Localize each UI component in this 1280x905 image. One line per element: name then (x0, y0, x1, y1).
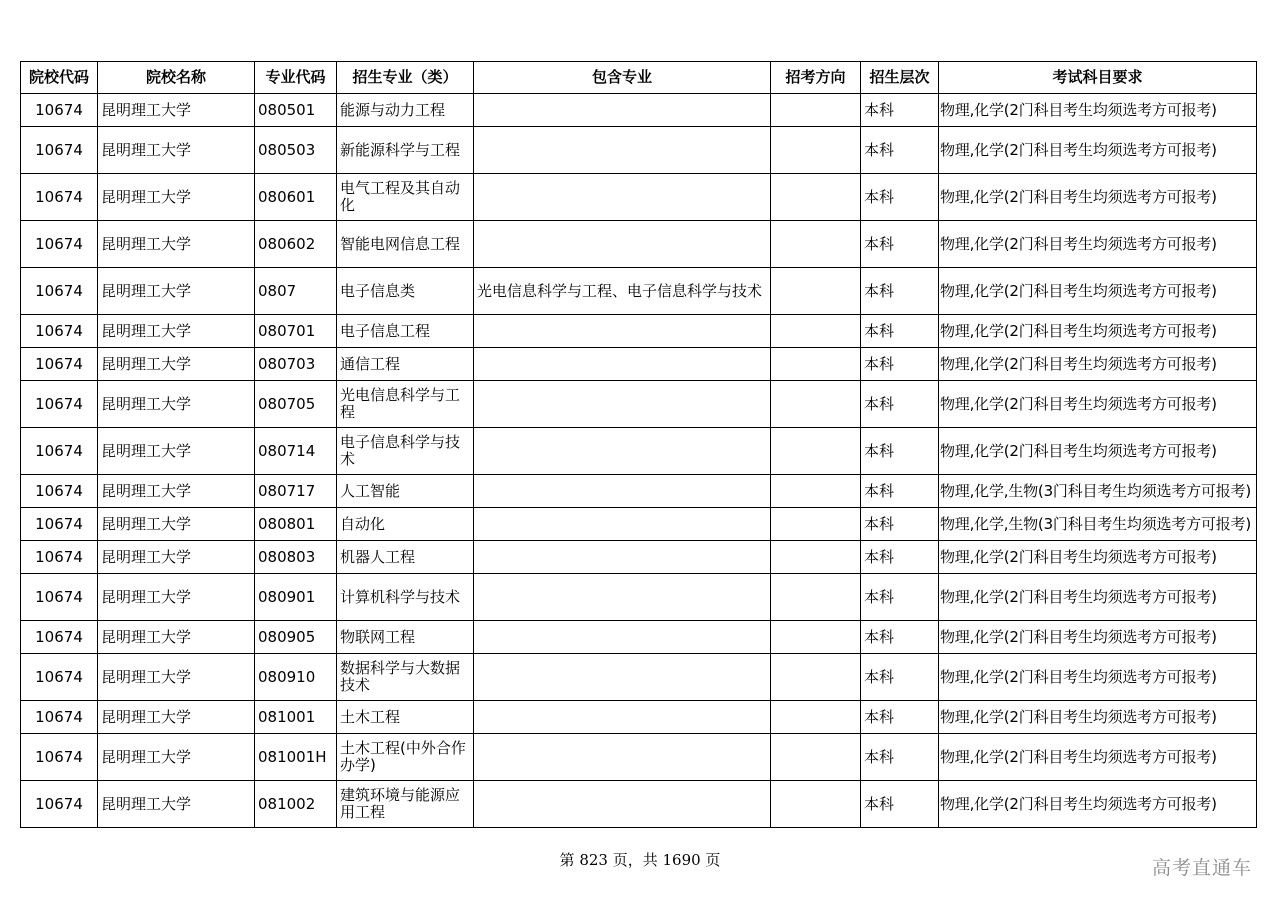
cell-requirement (939, 734, 1257, 781)
cell-level: 本科 (861, 781, 939, 828)
cell-major-code: 080503 (255, 127, 337, 174)
cell-major-code: 080801 (255, 508, 337, 541)
cell-level: 本科 (861, 734, 939, 781)
requirement-text: 物理,化学(2门科目考生均须选考方可报考) (940, 627, 1217, 646)
cell-major-code: 080601 (255, 174, 337, 221)
cell-requirement (939, 508, 1257, 541)
requirement-text: 物理,化学(2门科目考生均须选考方可报考) (940, 747, 1217, 766)
cell-school-code: 10674 (21, 94, 98, 127)
cell-major-code: 080501 (255, 94, 337, 127)
cell-direction (771, 508, 861, 541)
cell-school-code: 10674 (21, 475, 98, 508)
page-number: 第 823 页，共 1690 页 (559, 851, 721, 869)
cell-major-code: 080701 (255, 315, 337, 348)
cell-direction (771, 348, 861, 381)
cell-school-code: 10674 (21, 127, 98, 174)
table-row (21, 781, 1257, 828)
cell-level: 本科 (861, 381, 939, 428)
cell-included-majors: 光电信息科学与工程、电子信息科学与技术 (474, 268, 771, 315)
cell-included-majors (474, 221, 771, 268)
cell-school-code: 10674 (21, 734, 98, 781)
requirement-text: 物理,化学(2门科目考生均须选考方可报考) (940, 140, 1217, 159)
cell-requirement (939, 475, 1257, 508)
cell-requirement (939, 315, 1257, 348)
cell-level: 本科 (861, 268, 939, 315)
cell-school-code: 10674 (21, 268, 98, 315)
cell-major-code: 081001H (255, 734, 337, 781)
requirement-text: 物理,化学(2门科目考生均须选考方可报考) (940, 321, 1217, 340)
requirement-text: 物理,化学(2门科目考生均须选考方可报考) (940, 547, 1217, 566)
cell-included-majors (474, 381, 771, 428)
requirement-text: 物理,化学(2门科目考生均须选考方可报考) (940, 187, 1217, 206)
table-row (21, 381, 1257, 428)
table-row (21, 174, 1257, 221)
header-major: 招生专业（类） (337, 62, 474, 94)
cell-school-name: 昆明理工大学 (98, 781, 255, 828)
cell-included-majors (474, 475, 771, 508)
cell-included-majors (474, 315, 771, 348)
table-body (21, 94, 1257, 828)
cell-requirement (939, 174, 1257, 221)
table-row (21, 508, 1257, 541)
cell-direction (771, 654, 861, 701)
requirement-text: 物理,化学,生物(3门科目考生均须选考方可报考) (940, 481, 1251, 500)
cell-school-name: 昆明理工大学 (98, 348, 255, 381)
header-included-majors: 包含专业 (474, 62, 771, 94)
cell-major-code: 080905 (255, 621, 337, 654)
cell-school-name: 昆明理工大学 (98, 268, 255, 315)
cell-included-majors (474, 348, 771, 381)
cell-school-code: 10674 (21, 348, 98, 381)
cell-school-name: 昆明理工大学 (98, 428, 255, 475)
cell-school-name: 昆明理工大学 (98, 221, 255, 268)
requirement-text: 物理,化学(2门科目考生均须选考方可报考) (940, 394, 1217, 413)
header-school-code: 院校代码 (21, 62, 98, 94)
cell-direction (771, 315, 861, 348)
cell-school-code: 10674 (21, 174, 98, 221)
cell-major: 智能电网信息工程 (337, 221, 474, 268)
cell-level: 本科 (861, 127, 939, 174)
table-row (21, 475, 1257, 508)
cell-major: 物联网工程 (337, 621, 474, 654)
cell-school-name: 昆明理工大学 (98, 701, 255, 734)
cell-major: 能源与动力工程 (337, 94, 474, 127)
requirement-text: 物理,化学(2门科目考生均须选考方可报考) (940, 707, 1217, 726)
header-level: 招生层次 (861, 62, 939, 94)
table-row (21, 268, 1257, 315)
cell-included-majors (474, 734, 771, 781)
cell-major-code: 080901 (255, 574, 337, 621)
cell-direction (771, 734, 861, 781)
table-row (21, 574, 1257, 621)
cell-level: 本科 (861, 541, 939, 574)
requirement-text: 物理,化学(2门科目考生均须选考方可报考) (940, 667, 1217, 686)
cell-direction (771, 621, 861, 654)
cell-requirement (939, 428, 1257, 475)
table-row (21, 127, 1257, 174)
cell-included-majors (474, 127, 771, 174)
requirement-text: 物理,化学(2门科目考生均须选考方可报考) (940, 354, 1217, 373)
cell-major: 自动化 (337, 508, 474, 541)
cell-school-code: 10674 (21, 574, 98, 621)
cell-included-majors (474, 508, 771, 541)
cell-level: 本科 (861, 508, 939, 541)
cell-included-majors (474, 621, 771, 654)
cell-major-code: 080703 (255, 348, 337, 381)
cell-included-majors (474, 654, 771, 701)
cell-requirement (939, 348, 1257, 381)
cell-major-code: 080717 (255, 475, 337, 508)
cell-level: 本科 (861, 348, 939, 381)
cell-direction (771, 574, 861, 621)
cell-major: 计算机科学与技术 (337, 574, 474, 621)
cell-major: 建筑环境与能源应用工程 (337, 781, 474, 828)
cell-major: 光电信息科学与工程 (337, 381, 474, 428)
cell-school-name: 昆明理工大学 (98, 734, 255, 781)
cell-school-name: 昆明理工大学 (98, 654, 255, 701)
header-row (21, 62, 1257, 94)
cell-major-code: 0807 (255, 268, 337, 315)
cell-direction (771, 268, 861, 315)
cell-included-majors (474, 428, 771, 475)
cell-requirement (939, 381, 1257, 428)
cell-major: 新能源科学与工程 (337, 127, 474, 174)
cell-school-code: 10674 (21, 781, 98, 828)
cell-school-name: 昆明理工大学 (98, 315, 255, 348)
cell-school-code: 10674 (21, 508, 98, 541)
table-row (21, 701, 1257, 734)
cell-requirement (939, 221, 1257, 268)
cell-school-name: 昆明理工大学 (98, 174, 255, 221)
cell-school-name: 昆明理工大学 (98, 541, 255, 574)
watermark: 高考直通车 (1151, 857, 1252, 879)
requirement-text: 物理,化学(2门科目考生均须选考方可报考) (940, 794, 1217, 813)
cell-level: 本科 (861, 475, 939, 508)
cell-major-code: 081002 (255, 781, 337, 828)
cell-school-code: 10674 (21, 701, 98, 734)
cell-direction (771, 428, 861, 475)
requirement-text: 物理,化学(2门科目考生均须选考方可报考) (940, 234, 1217, 253)
cell-major: 电子信息类 (337, 268, 474, 315)
cell-major-code: 080705 (255, 381, 337, 428)
cell-direction (771, 127, 861, 174)
cell-requirement (939, 574, 1257, 621)
cell-requirement (939, 654, 1257, 701)
cell-direction (771, 94, 861, 127)
cell-included-majors (474, 94, 771, 127)
admissions-table (20, 61, 1257, 828)
cell-direction (771, 541, 861, 574)
cell-school-code: 10674 (21, 381, 98, 428)
header-requirement: 考试科目要求 (939, 62, 1257, 94)
cell-level: 本科 (861, 174, 939, 221)
table-row (21, 221, 1257, 268)
cell-school-code: 10674 (21, 428, 98, 475)
cell-major: 土木工程 (337, 701, 474, 734)
cell-level: 本科 (861, 221, 939, 268)
cell-major-code: 080910 (255, 654, 337, 701)
table-row (21, 621, 1257, 654)
cell-school-name: 昆明理工大学 (98, 621, 255, 654)
cell-direction (771, 221, 861, 268)
table-row (21, 348, 1257, 381)
cell-major-code: 081001 (255, 701, 337, 734)
cell-school-name: 昆明理工大学 (98, 508, 255, 541)
cell-included-majors (474, 781, 771, 828)
header-major-code: 专业代码 (255, 62, 337, 94)
requirement-text: 物理,化学(2门科目考生均须选考方可报考) (940, 441, 1217, 460)
requirement-text: 物理,化学(2门科目考生均须选考方可报考) (940, 587, 1217, 606)
cell-direction (771, 174, 861, 221)
cell-requirement (939, 701, 1257, 734)
cell-included-majors (474, 574, 771, 621)
cell-major-code: 080602 (255, 221, 337, 268)
table-row (21, 94, 1257, 127)
cell-direction (771, 781, 861, 828)
header-school-name: 院校名称 (98, 62, 255, 94)
cell-major: 机器人工程 (337, 541, 474, 574)
cell-school-name: 昆明理工大学 (98, 475, 255, 508)
table-row (21, 541, 1257, 574)
cell-major: 通信工程 (337, 348, 474, 381)
cell-requirement (939, 621, 1257, 654)
cell-school-code: 10674 (21, 621, 98, 654)
cell-school-name: 昆明理工大学 (98, 381, 255, 428)
header-direction: 招考方向 (771, 62, 861, 94)
cell-school-code: 10674 (21, 541, 98, 574)
cell-school-name: 昆明理工大学 (98, 574, 255, 621)
cell-major: 电子信息科学与技术 (337, 428, 474, 475)
cell-level: 本科 (861, 428, 939, 475)
cell-included-majors (474, 541, 771, 574)
cell-requirement (939, 781, 1257, 828)
cell-major: 土木工程(中外合作办学) (337, 734, 474, 781)
cell-level: 本科 (861, 654, 939, 701)
cell-level: 本科 (861, 621, 939, 654)
cell-school-code: 10674 (21, 221, 98, 268)
cell-level: 本科 (861, 94, 939, 127)
cell-major: 人工智能 (337, 475, 474, 508)
cell-school-name: 昆明理工大学 (98, 94, 255, 127)
cell-major: 数据科学与大数据技术 (337, 654, 474, 701)
requirement-text: 物理,化学(2门科目考生均须选考方可报考) (940, 100, 1217, 119)
cell-level: 本科 (861, 315, 939, 348)
table-row (21, 315, 1257, 348)
cell-requirement (939, 127, 1257, 174)
cell-direction (771, 381, 861, 428)
cell-direction (771, 475, 861, 508)
requirement-text: 物理,化学(2门科目考生均须选考方可报考) (940, 281, 1217, 300)
table-row (21, 734, 1257, 781)
cell-included-majors (474, 174, 771, 221)
cell-requirement (939, 541, 1257, 574)
cell-level: 本科 (861, 701, 939, 734)
cell-major-code: 080803 (255, 541, 337, 574)
cell-included-majors (474, 701, 771, 734)
table-row (21, 654, 1257, 701)
cell-major-code: 080714 (255, 428, 337, 475)
cell-major: 电气工程及其自动化 (337, 174, 474, 221)
cell-direction (771, 701, 861, 734)
cell-major: 电子信息工程 (337, 315, 474, 348)
cell-school-code: 10674 (21, 654, 98, 701)
table-row (21, 428, 1257, 475)
cell-school-name: 昆明理工大学 (98, 127, 255, 174)
cell-school-code: 10674 (21, 315, 98, 348)
cell-requirement (939, 268, 1257, 315)
cell-requirement (939, 94, 1257, 127)
requirement-text: 物理,化学,生物(3门科目考生均须选考方可报考) (940, 514, 1251, 533)
cell-level: 本科 (861, 574, 939, 621)
